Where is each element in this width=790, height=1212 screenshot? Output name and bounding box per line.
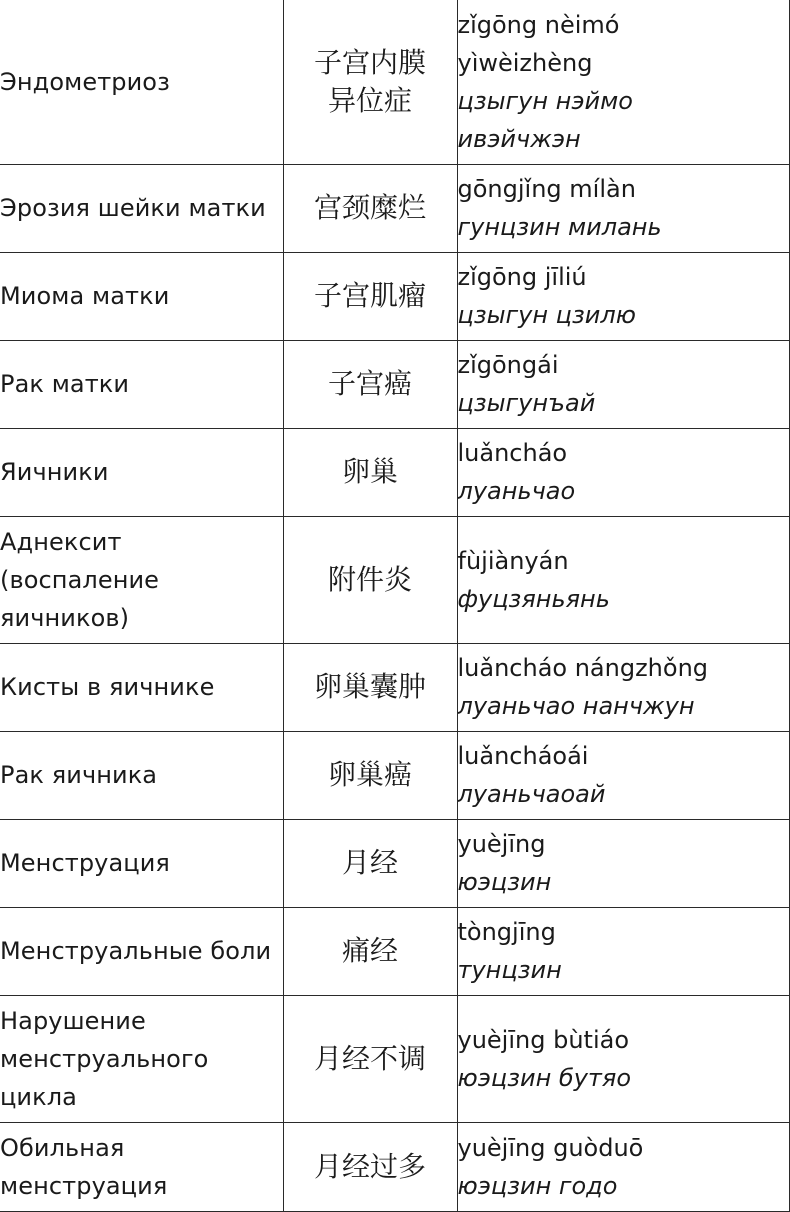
table-row	[0, 1122, 789, 1211]
table-row	[0, 164, 789, 252]
transcription-cell	[457, 643, 789, 731]
chinese-term: 月经过多	[283, 1122, 457, 1211]
chinese-term: 痛经	[283, 907, 457, 995]
chinese-term: 附件炎	[283, 516, 457, 643]
chinese-term: 月经	[283, 819, 457, 907]
cyrillic-transcription: луаньчао нанчжун	[457, 692, 695, 720]
table-row	[0, 819, 789, 907]
cyrillic-transcription: юэцзин	[457, 868, 552, 896]
chinese-term: 卵巢	[283, 428, 457, 516]
table-row	[0, 340, 789, 428]
transcription-cell	[457, 516, 789, 643]
russian-term: Миома матки	[0, 252, 283, 340]
chinese-term: 子宫肌瘤	[283, 252, 457, 340]
table-row	[0, 731, 789, 819]
pinyin: yuèjīng guòduō	[457, 1133, 644, 1162]
pinyin: yuèjīng bùtiáo	[457, 1025, 630, 1054]
pinyin: gōngjǐng mílàn	[457, 175, 636, 203]
cyrillic-transcription: юэцзин годо	[457, 1171, 618, 1200]
transcription-cell	[457, 252, 789, 340]
chinese-term: 宫颈糜烂	[283, 164, 457, 252]
russian-term: Нарушение менструального цикла	[0, 995, 283, 1122]
pinyin: yuèjīng	[457, 830, 546, 858]
table-row	[0, 907, 789, 995]
cyrillic-transcription: юэцзин бутяо	[457, 1063, 631, 1092]
russian-term: Менструальные боли	[0, 907, 283, 995]
transcription-cell	[457, 731, 789, 819]
pinyin: fùjiànyán	[457, 546, 569, 575]
russian-term: Кисты в яичнике	[0, 643, 283, 731]
transcription-cell	[457, 164, 789, 252]
russian-term: Аднексит (воспаление яичников)	[0, 516, 283, 643]
pinyin: luǎncháo nángzhǒng	[457, 654, 709, 682]
transcription-cell	[457, 907, 789, 995]
chinese-term	[283, 0, 457, 164]
pinyin: tòngjīng	[457, 918, 556, 946]
transcription-cell	[457, 819, 789, 907]
cyrillic-transcription: цзыгунъай	[457, 389, 596, 417]
pinyin: zǐgōng jīliú	[457, 263, 587, 291]
cyrillic-transcription: ивэйчжэн	[457, 124, 581, 153]
cyrillic-transcription: гунцзин милань	[457, 213, 662, 241]
russian-term: Менструация	[0, 819, 283, 907]
table-row	[0, 516, 789, 643]
table-row	[0, 643, 789, 731]
chinese-term: 子宫癌	[283, 340, 457, 428]
table-row	[0, 252, 789, 340]
chinese-term: 卵巢癌	[283, 731, 457, 819]
pinyin: luǎncháoái	[457, 742, 589, 770]
pinyin: yìwèizhèng	[457, 48, 593, 77]
russian-term: Яичники	[0, 428, 283, 516]
table-row	[0, 995, 789, 1122]
chinese-term: 卵巢囊肿	[283, 643, 457, 731]
cyrillic-transcription: луаньчао	[457, 477, 576, 505]
pinyin: zǐgōng nèimó	[457, 10, 620, 39]
russian-term: Рак матки	[0, 340, 283, 428]
transcription-cell	[457, 1122, 789, 1211]
transcription-cell	[457, 0, 789, 164]
russian-term: Эрозия шейки матки	[0, 164, 283, 252]
transcription-cell	[457, 995, 789, 1122]
pinyin: luǎncháo	[457, 439, 568, 467]
table-row	[0, 0, 789, 164]
russian-term: Рак яичника	[0, 731, 283, 819]
cyrillic-transcription: фуцзяньянь	[457, 584, 610, 613]
transcription-cell	[457, 340, 789, 428]
cyrillic-transcription: цзыгун нэймо	[457, 86, 633, 115]
transcription-cell	[457, 428, 789, 516]
table-row	[0, 428, 789, 516]
cyrillic-transcription: цзыгун цзилю	[457, 301, 636, 329]
russian-term: Эндометриоз	[0, 0, 283, 164]
cyrillic-transcription: луаньчаоай	[457, 780, 606, 808]
russian-term: Обильная менструация	[0, 1122, 283, 1211]
cyrillic-transcription: тунцзин	[457, 956, 562, 984]
chinese-term: 月经不调	[283, 995, 457, 1122]
pinyin: zǐgōngái	[457, 351, 559, 379]
chinese-term-text: 子宫内膜 异位症	[313, 45, 426, 117]
